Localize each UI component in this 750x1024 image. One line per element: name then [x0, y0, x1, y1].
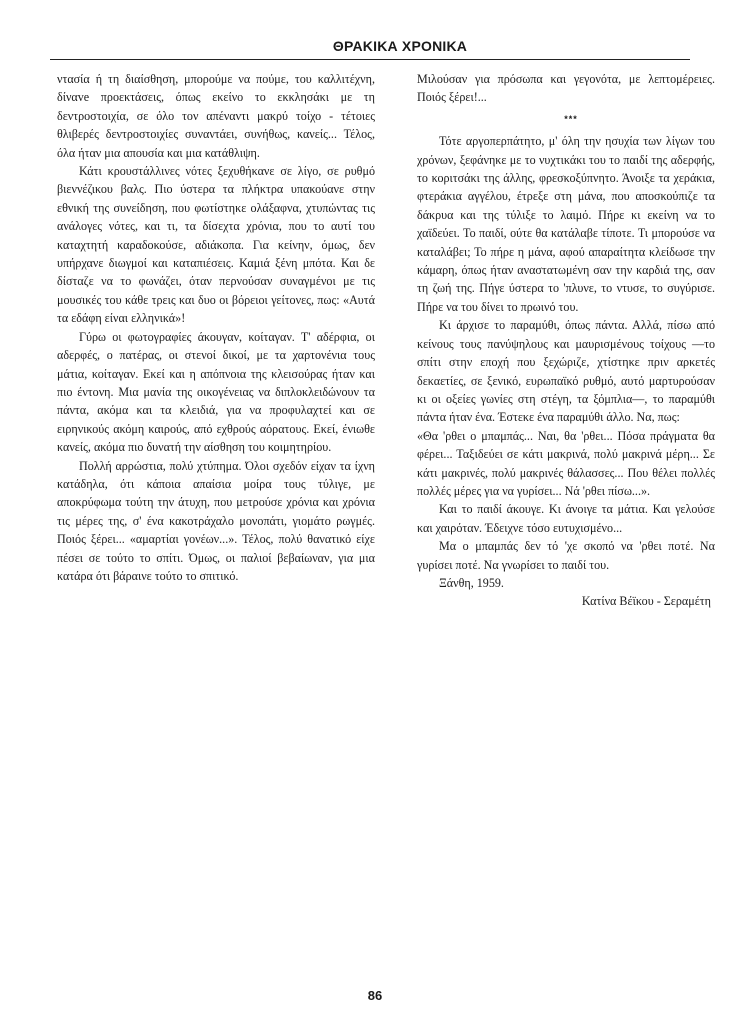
paragraph: Κάτι κρουστάλλινες νότες ξεχυθήκανε σε λίγο, σε ρυθμό βιεννέζικου βαλς. Πιο ύστερα τα πλήκτρα υπακούανε στην εθνική της συνείδηση, που φωτίστηκε ολάξαφνα, χτυπώντας τις ανάλογες νότες, και τι, τα δίσεχτα χρόνια, που το αυτί του καταχτητή καραδοκούσε, αδιάκοπα. Για κείνην, όμως, δεν υπήρχανε διωγμοί και καταπιέσεις. Καμιά ξένη μπότα. Και δε δίσταζε να το φωνάζει, όταν περνούσαν συναγμένοι με τις μουσικές του κάθε τρεις και δυο οι βόρειοι γείτονες, πως: «Αυτά τα εδάφη είναι ελληνικά»! [57, 164, 375, 326]
page-number: 86 [367, 988, 383, 1003]
right-column [417, 70, 715, 611]
paragraph: Μιλούσαν για πρόσωπα και γεγονότα, με λεπτομέρειες. Ποιός ξέρει!... [417, 72, 715, 105]
left-column [57, 70, 375, 585]
author-signature: Κατίνα Βέϊκου - Σεραμέτη [581, 594, 711, 609]
paragraph: ντασία ή τη διαίσθηση, μπορούμε να πούμε, του καλλιτέχνη, δίναve προεκτάσεις, όπως εκείνο το εκκλησάκι με τη δεντροστοιχία, σε όλο τον απέναντι μακρύ τοίχο - τέτοιες θλιβερές δεντροστοιχίες συναντάει, συνήθως, κανείς... Τέλος, όλα ήταν μια απουσία και μια κατάθλιψη. [57, 72, 375, 160]
running-header-title: ΘΡΑΚΙΚΑ ΧΡΟΝΙΚΑ [332, 38, 468, 54]
paragraph: «Θα 'ρθει ο μπαμπάς... Ναι, θα 'ρθει... Πόσα πράγματα θα φέρει... Ταξιδεύει σε κάτι μακρινά, πολύ μακρινά μέρη... Σε κάτι μακρινές, πολύ μακρινές θάλασσες... Που θέλει πολλές πολλές μέρες για να γυρίσει... Νά 'ρθει πίσω...». [417, 428, 715, 498]
header-rule [50, 59, 690, 60]
paragraph: Κι άρχισε το παραμύθι, όπως πάντα. Αλλά, πίσω από κείνους τους πανύψηλους και μαυρισμένους τοίχους —το σπίτι στην εποχή που ξεχώριζε, χτίστηκε πριν αρκετές δεκαετίες, σε ξενικό, ευρωπαϊκό ρυθμό, αυτό μαρτυρούσαν κι οι οξείες γωνίες στη στέγη, τα ξόμπλια—, το παραμύθι πάντα ήταν ένα. Έστεκε ένα παραμύθι άλλο. Να, πως: [417, 318, 715, 425]
section-separator: *** [564, 113, 578, 124]
paragraph: Τότε αργοπερπάτητο, μ' όλη την ησυχία των λίγων του χρόνων, ξεφάνηκε με το νυχτικάκι του το παιδί της αδερφής, το κοριτσάκι της άλλης, φρεσκοξύπνητο. Άνοιξε τα χεράκια, φτεράκια αγγέλου, έτρεξε στη μάνα, που αποσκούπιζε τα δάκρυα και της τύλιξε το λαιμό. Πήρε κι εκείνη να το χαϊδεύει. Το παιδί, ούτε θα κατάλαβε τίποτε. Τι μπορούσε να καταλάβει; Το πήρε η μάνα, αφού απαραίτητα κλείδωσε την κάμαρη, όπως ήταν αναστατωμένη σαν την καρδιά της, σαν τη ζωή της. Πήγε ύστερα το 'πλυνε, το ντυσε, το συγύρισε. Πήρε να του δίνει το πρωινό του. [417, 134, 715, 314]
paragraph: Πολλή αρρώστια, πολύ χτύπημα. Όλοι σχεδόν είχαν τα ίχνη κατάδηλα, ότι κάποια απαίσια μοίρα τους τύλιγε, με αποκρύφωμα τούτη την άτυχη, που μετρούσε χρόνια και χρόνια τις μέρες της, σ' ένα κακοτράχαλο μονοπάτι, γιομάτο ρωγμές. Ποιός ξέρει... «αμαρτίαι γονέων...». Τέλος, πολύ θανατικό είχε πέσει σε τούτο το σπίτι. Όμως, οι παλιοί βεβαίωναν, για μια κατάρα ότι βάραινε τούτο το σπιτικό. [57, 458, 375, 583]
paragraph: Γύρω οι φωτογραφίες άκουγαν, κοίταγαν. Τ' αδέρφια, οι αδερφές, ο πατέρας, οι στενοί δικοί, με τα χαρτονένια τους μάτια, κοίταγαν. Εκεί και η απόπνοια της κλεισούρας ήταν και πιο έντονη. Μια μανία της οικογένειας να διπλοκλειδώνουν τα πάντα, ακόμα και τα κλειδιά, για να προφυλαχτεί και σε ειρηνικούς ακόμη καιρούς, από εχθρούς αόρατους. Εκεί, ένιωθε κανείς, ακόμα πιο δυνατή την αίσθηση του κοιμητηρίου. [57, 329, 375, 455]
paragraph: Και το παιδί άκουγε. Κι άνοιγε τα μάτια. Και γελούσε και χαιρόταν. Έδειχνε τόσο ευτυχισμένο... [417, 502, 715, 535]
paragraph: Μα ο μπαμπάς δεν τό 'χε σκοπό να 'ρθει ποτέ. Να γυρίσει ποτέ. Να γνωρίσει το παιδί του. [417, 539, 715, 572]
place-date: Ξάνθη, 1959. [439, 575, 504, 590]
